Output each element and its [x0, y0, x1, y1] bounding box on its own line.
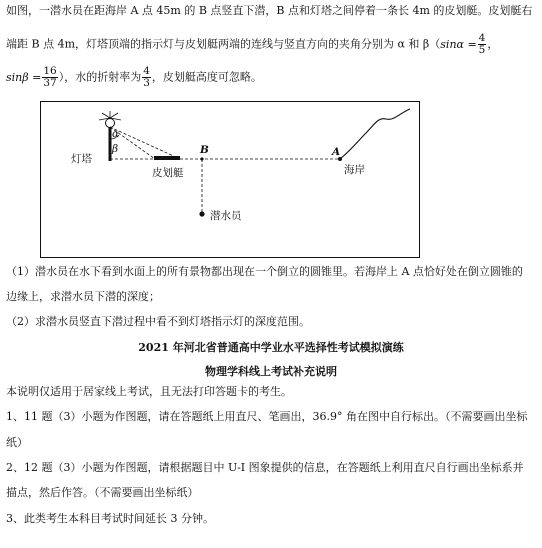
problem-line-2 [6, 33, 498, 56]
sin-beta-fraction [42, 66, 57, 89]
diagram-drawing [40, 101, 420, 258]
problem-line-2-comma: ， [487, 37, 499, 51]
problem-line-3-text: ），水的折射率为 [58, 70, 142, 84]
notice-item-2-line-2: 描点，然后作答。（不需要画出坐标纸） [6, 486, 199, 499]
kayak-icon [154, 156, 180, 160]
lighthouse-label: 灯塔 [71, 153, 92, 165]
point-a-label: A [332, 146, 341, 158]
problem-line-3-end: ，皮划艇高度可忽略。 [151, 70, 262, 84]
question-1-line-2: 边缘上，求潜水员下潜的深度； [6, 290, 160, 303]
refractive-index-fraction [142, 66, 151, 89]
point-b [200, 157, 203, 160]
diver-label: 潜水员 [210, 210, 242, 222]
sin-beta-label: sinβ = [6, 70, 42, 84]
sin-alpha-label: sinα = [440, 37, 477, 51]
problem-line-2-text: 端距 B 点 4m，灯塔顶端的指示灯与皮划艇两端的连线与竖直方向的夹角分别为 α 和 β（ [6, 37, 441, 51]
point-b-label: B [200, 144, 209, 156]
notice-item-1-line-1: 1、11 题（3）小题为作图题，请在答题纸上用直尺、笔画出，36.9° 角在图中自行标出。（不需要画出坐标 [6, 410, 528, 423]
beta-label: β [112, 143, 119, 155]
lamp-icon [106, 119, 115, 128]
refractive-index-numerator: 4 [143, 65, 150, 77]
notice-item-3: 3、此类考生本科目考试时间延长 3 分钟。 [6, 512, 214, 525]
sin-alpha-fraction [478, 33, 487, 56]
problem-line-1: 如图，一潜水员在距海岸 A 点 45m 的 B 点竖直下潜，B 点和灯塔之间停着一条长 4m 的皮划艇。皮划艇右 [6, 4, 533, 17]
problem-line-3 [6, 66, 262, 89]
shore-line [340, 109, 410, 159]
notice-title: 2021 年河北省普通高中学业水平选择性考试模拟演练 [138, 341, 404, 354]
diagram [40, 101, 420, 258]
sin-alpha-numerator: 4 [478, 32, 486, 44]
sin-beta-numerator: 16 [43, 65, 57, 77]
alpha-label: α [112, 128, 120, 140]
notice-item-1-line-2: 纸） [6, 436, 28, 449]
notice-item-2-line-1: 2、12 题（3）小题为作图题，请根据题目中 U-I 图象提供的信息，在答题纸上利用直尺自行画出坐标系并 [6, 461, 524, 474]
diagram-frame [41, 102, 420, 258]
refractive-index-denominator: 3 [143, 77, 150, 89]
sin-alpha-denominator: 5 [478, 44, 486, 56]
sin-beta-denominator: 37 [43, 77, 57, 89]
kayak-label: 皮划艇 [152, 167, 184, 179]
shore-label: 海岸 [344, 164, 365, 176]
question-1-line-1: （1）潜水员在水下看到水面上的所有景物都出现在一个倒立的圆锥里。若海岸上 A 点恰好处在倒立圆锥的 [6, 265, 523, 278]
notice-intro: 本说明仅适用于居家线上考试，且无法打印答题卡的考生。 [6, 385, 292, 398]
diver-point [199, 211, 204, 216]
ray-to-kayak-right [110, 127, 180, 159]
question-2: （2）求潜水员竖直下潜过程中看不到灯塔指示灯的深度范围。 [6, 315, 310, 328]
notice-subtitle: 物理学科线上考试补充说明 [205, 365, 337, 378]
